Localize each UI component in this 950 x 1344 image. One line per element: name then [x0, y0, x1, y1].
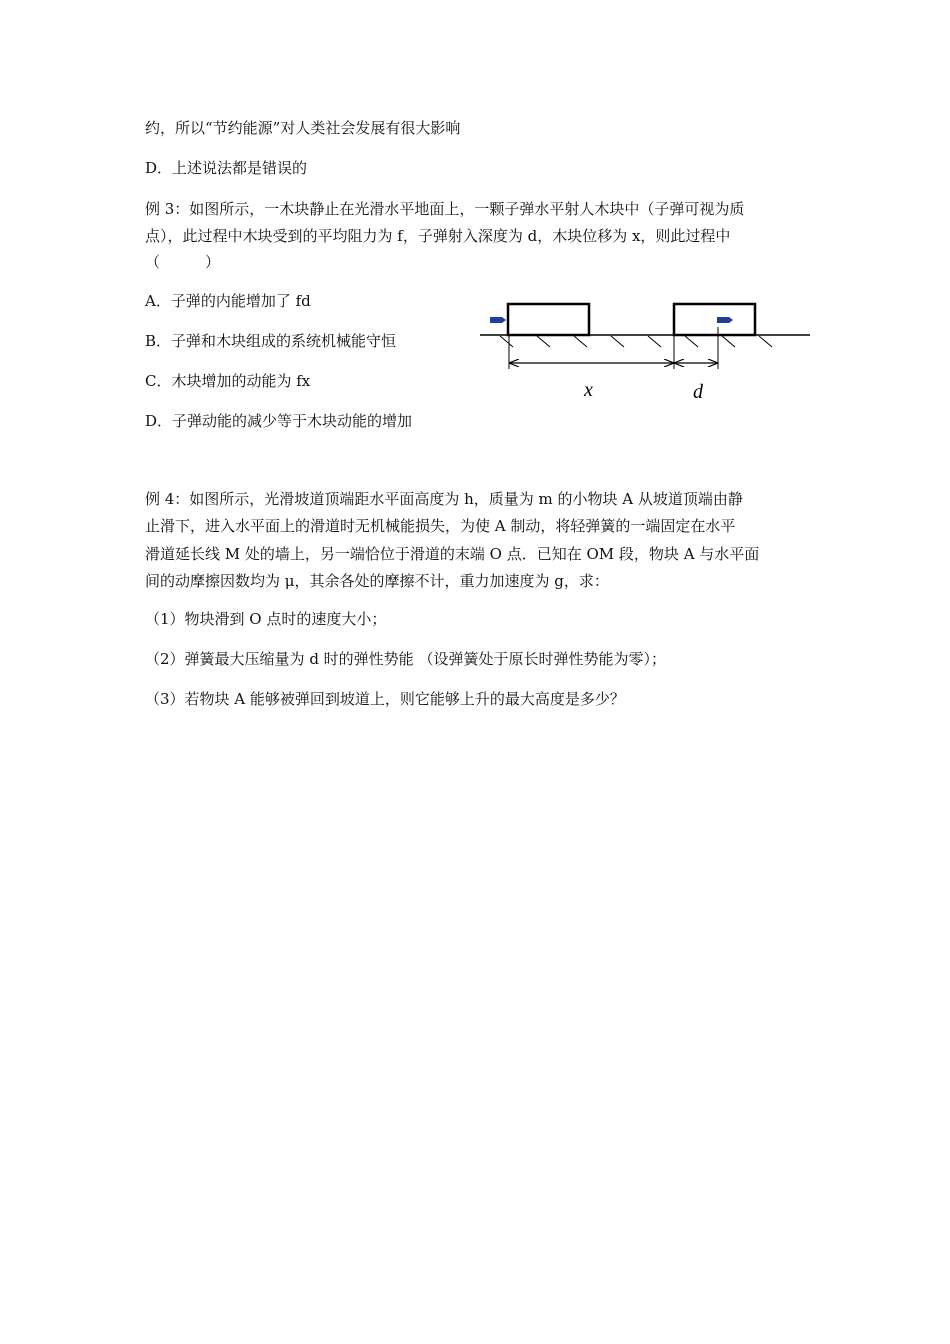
example-4-line-2: 止滑下，进入水平面上的滑道时无机械能损失，为使 A 制动，将轻弹簧的一端固定在水平 — [145, 517, 736, 536]
example-4-line-1: 例 4：如图所示，光滑坡道顶端距水平面高度为 h，质量为 m 的小物块 A 从坡道顶端由静 — [145, 490, 743, 508]
example-4-question-3: （3）若物块 A 能够被弹回到坡道上，则它能够上升的最大高度是多少？ — [145, 690, 625, 708]
wood-block-initial — [508, 304, 589, 335]
bullet-block-diagram — [475, 297, 815, 407]
example-4-stem — [145, 486, 810, 595]
example-3-stem — [145, 196, 810, 276]
x-label: x — [584, 379, 593, 401]
example-3-line-3: （ ） — [145, 253, 221, 271]
bullet-initial-icon — [490, 317, 506, 323]
wood-block-final — [674, 304, 755, 335]
previous-option-d: D．上述说法都是错误的 — [145, 159, 308, 177]
example-3-option-b: B．子弹和木块组成的系统机械能守恒 — [145, 332, 397, 350]
bullet-embedded-icon — [717, 317, 733, 323]
example-3-option-c: C．木块增加的动能为 fx — [145, 372, 311, 390]
previous-option-c-tail: 约，所以“节约能源”对人类社会发展有很大影响 — [145, 119, 461, 137]
ground-hatching — [500, 336, 772, 347]
example-4-line-4: 间的动摩擦因数均为 μ，其余各处的摩擦不计，重力加速度为 g，求： — [145, 571, 609, 590]
example-4-question-2: （2）弹簧最大压缩量为 d 时的弹性势能 （设弹簧处于原长时弹性势能为零）； — [145, 650, 666, 668]
example-3-option-d: D．子弹动能的减少等于木块动能的增加 — [145, 412, 413, 430]
example-3-option-a: A．子弹的内能增加了 fd — [145, 292, 311, 310]
d-label: d — [693, 381, 703, 403]
example-3-line-1: 例 3：如图所示，一木块静止在光滑水平地面上，一颗子弹水平射人木块中（子弹可视为质 — [145, 200, 745, 218]
example-4-line-3: 滑道延长线 M 处的墙上，另一端恰位于滑道的末端 O 点．已知在 OM 段，物块 A 与水平面 — [145, 544, 760, 563]
example-3-line-2: 点），此过程中木块受到的平均阻力为 f，子弹射入深度为 d，木块位移为 x，则此过程中 — [145, 226, 731, 245]
example-4-question-1: （1）物块滑到 O 点时的速度大小； — [145, 610, 387, 628]
